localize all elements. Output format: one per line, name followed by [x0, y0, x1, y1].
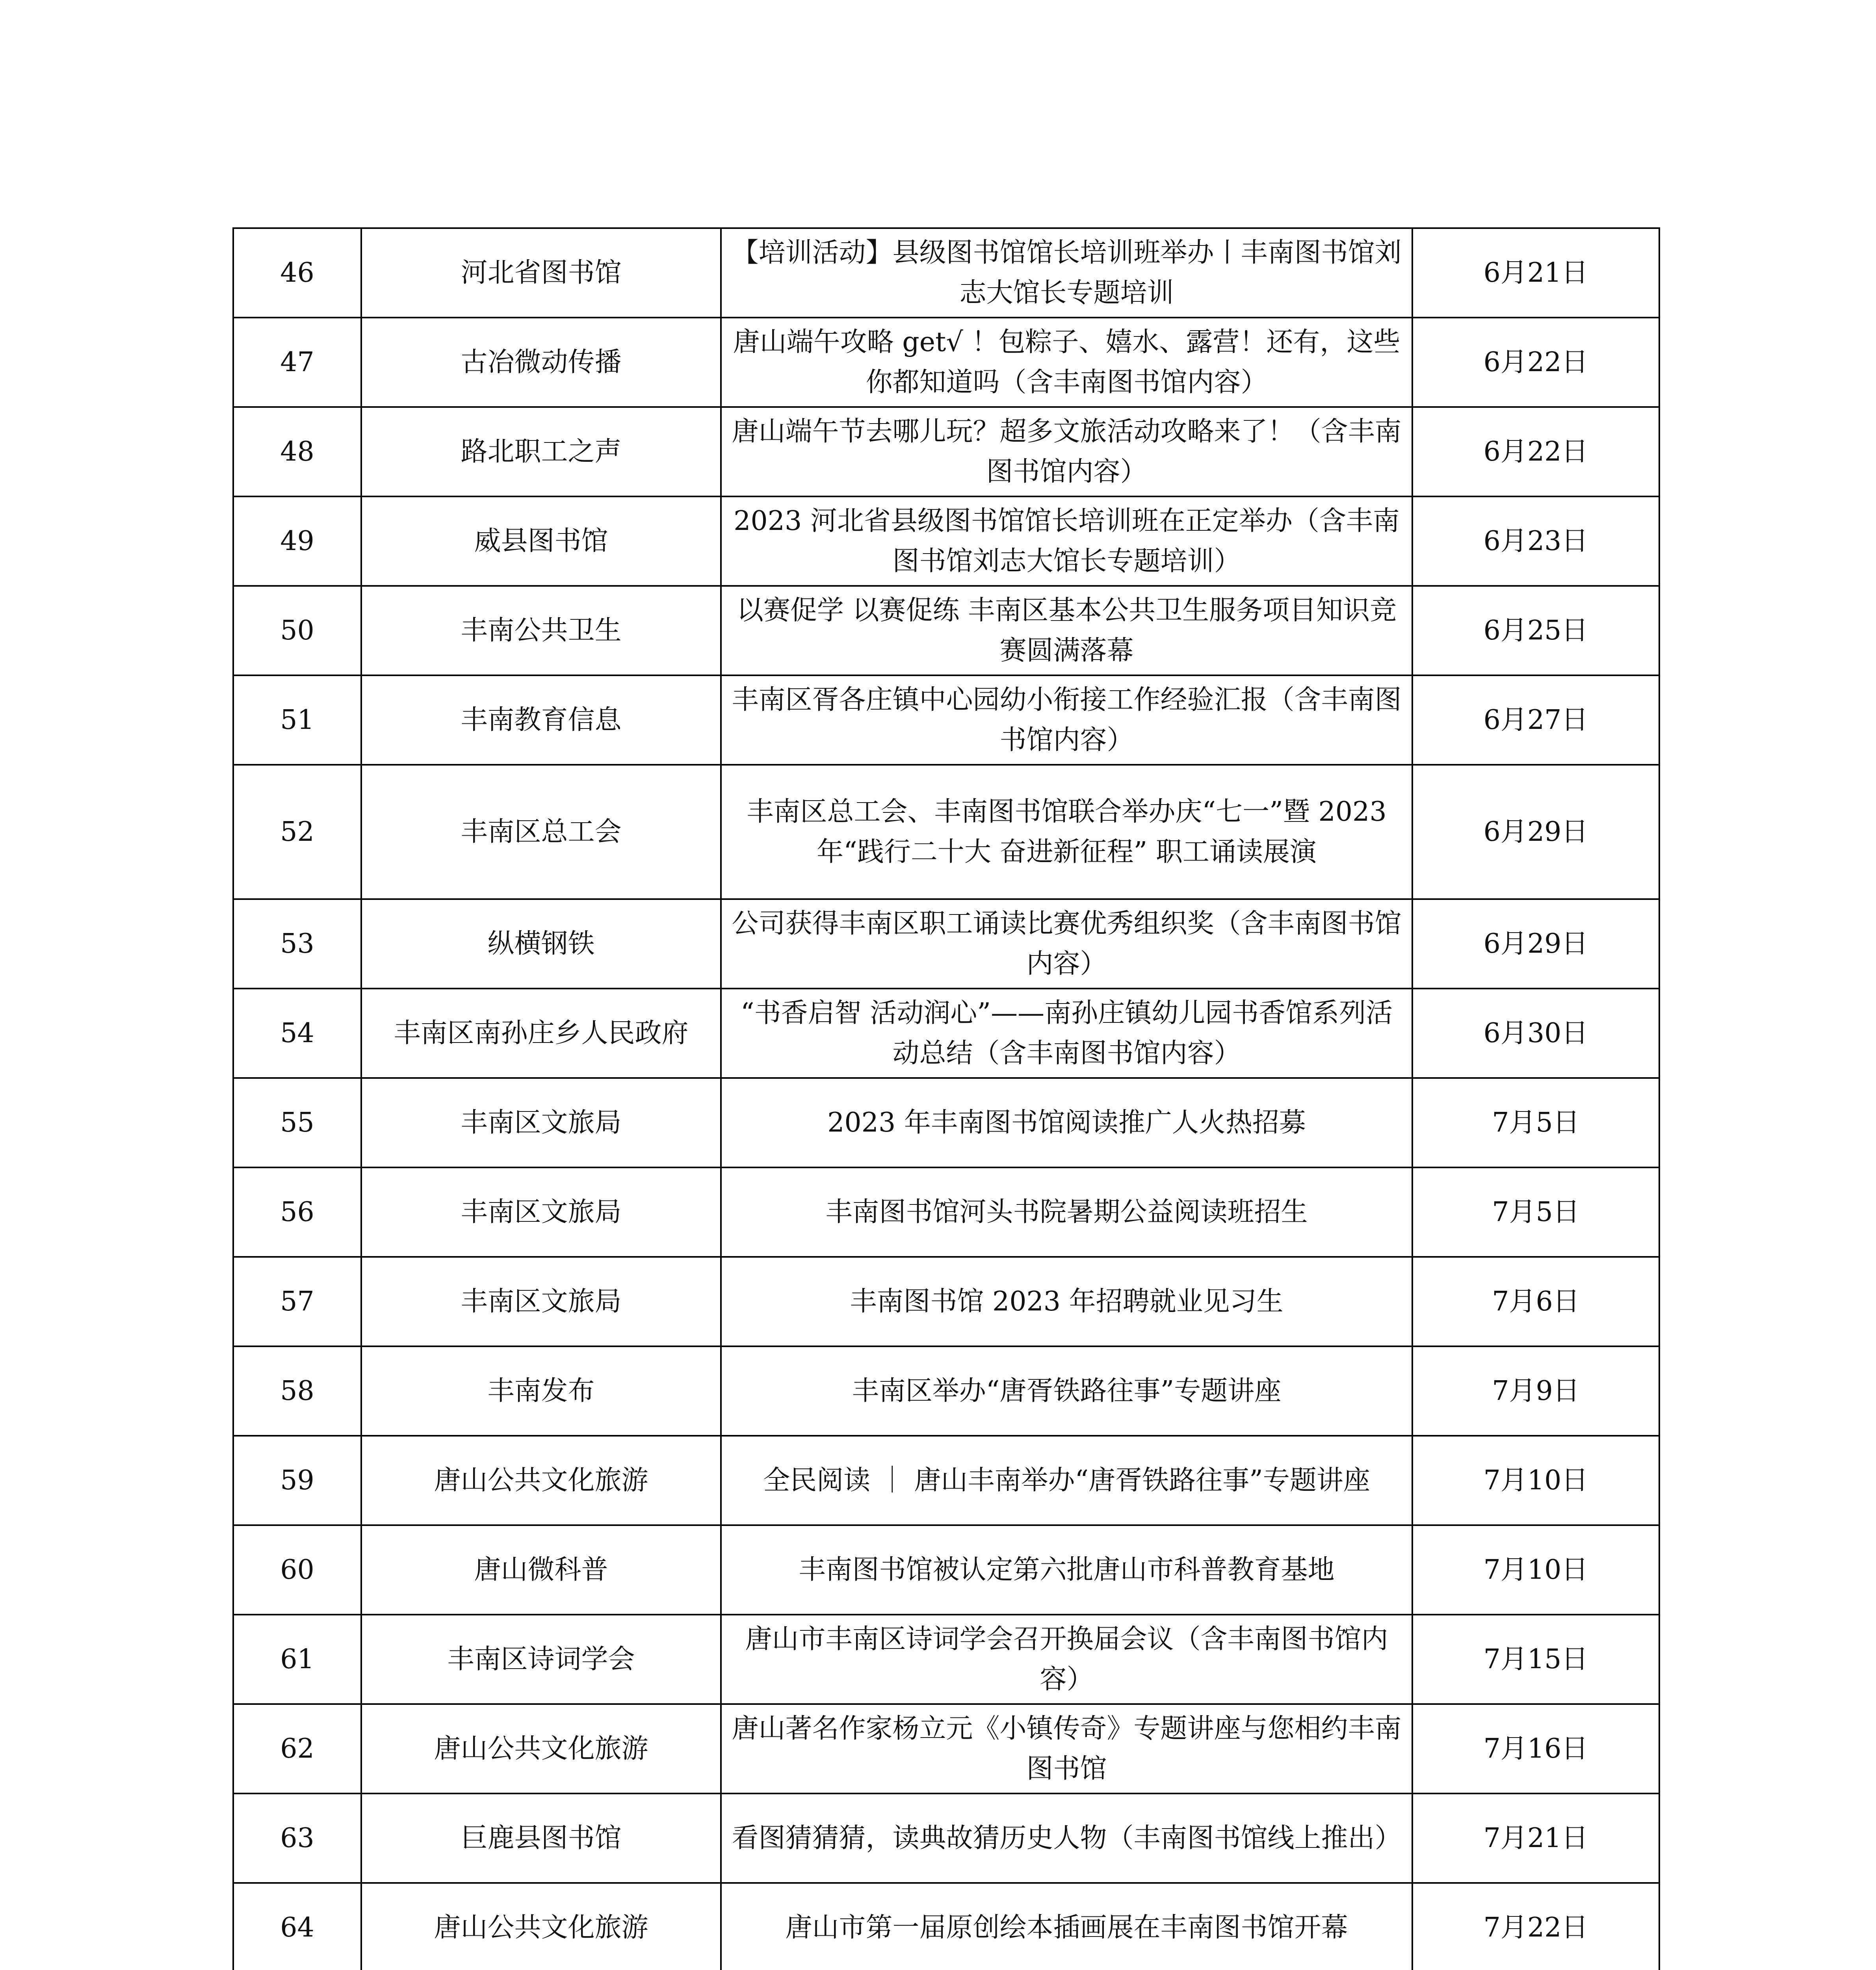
table-row	[233, 407, 1659, 496]
row-source: 唐山公共文化旅游	[361, 1436, 721, 1525]
row-number: 51	[233, 675, 361, 765]
row-source: 路北职工之声	[361, 407, 721, 496]
table-row	[233, 1525, 1659, 1615]
row-number: 64	[233, 1883, 361, 1970]
row-number: 58	[233, 1346, 361, 1436]
row-date: 7月5日	[1412, 1078, 1659, 1167]
table-row	[233, 1257, 1659, 1346]
row-number: 62	[233, 1704, 361, 1793]
table-row	[233, 1883, 1659, 1970]
row-number: 59	[233, 1436, 361, 1525]
row-number: 55	[233, 1078, 361, 1167]
row-number: 48	[233, 407, 361, 496]
row-number: 49	[233, 496, 361, 586]
row-number: 54	[233, 989, 361, 1078]
row-title: 全民阅读 ｜ 唐山丰南举办“唐胥铁路往事”专题讲座	[721, 1436, 1412, 1525]
row-number: 63	[233, 1793, 361, 1883]
row-date: 7月16日	[1412, 1704, 1659, 1793]
row-title: 丰南图书馆河头书院暑期公益阅读班招生	[721, 1167, 1412, 1257]
row-source: 丰南区诗词学会	[361, 1615, 721, 1704]
row-date: 7月15日	[1412, 1615, 1659, 1704]
row-title: 丰南区胥各庄镇中心园幼小衔接工作经验汇报（含丰南图书馆内容）	[721, 675, 1412, 765]
row-source: 唐山公共文化旅游	[361, 1704, 721, 1793]
row-title: 【培训活动】县级图书馆馆长培训班举办丨丰南图书馆刘志大馆长专题培训	[721, 228, 1412, 318]
row-date: 6月22日	[1412, 407, 1659, 496]
row-date: 6月23日	[1412, 496, 1659, 586]
table-row	[233, 228, 1659, 318]
row-number: 46	[233, 228, 361, 318]
row-date: 6月27日	[1412, 675, 1659, 765]
row-date: 7月9日	[1412, 1346, 1659, 1436]
row-title: 2023 河北省县级图书馆馆长培训班在正定举办（含丰南图书馆刘志大馆长专题培训）	[721, 496, 1412, 586]
row-date: 7月21日	[1412, 1793, 1659, 1883]
row-title: 唐山著名作家杨立元《小镇传奇》专题讲座与您相约丰南图书馆	[721, 1704, 1412, 1793]
table-row	[233, 989, 1659, 1078]
row-source: 古冶微动传播	[361, 318, 721, 407]
row-title: 看图猜猜猜，读典故猜历史人物（丰南图书馆线上推出）	[721, 1793, 1412, 1883]
row-title: “书香启智 活动润心”——南孙庄镇幼儿园书香馆系列活动总结（含丰南图书馆内容）	[721, 989, 1412, 1078]
row-date: 7月6日	[1412, 1257, 1659, 1346]
table-row	[233, 765, 1659, 899]
row-title: 唐山端午攻略 get√ ！包粽子、嬉水、露营！还有，这些你都知道吗（含丰南图书馆内容）	[721, 318, 1412, 407]
table-row	[233, 1704, 1659, 1793]
row-source: 纵横钢铁	[361, 899, 721, 989]
news-coverage-table	[232, 227, 1660, 1970]
row-source: 丰南区南孙庄乡人民政府	[361, 989, 721, 1078]
row-source: 丰南发布	[361, 1346, 721, 1436]
row-date: 6月30日	[1412, 989, 1659, 1078]
row-date: 7月10日	[1412, 1525, 1659, 1615]
table-row	[233, 899, 1659, 989]
table-row	[233, 1078, 1659, 1167]
row-number: 61	[233, 1615, 361, 1704]
row-date: 6月29日	[1412, 899, 1659, 989]
table-row	[233, 1436, 1659, 1525]
row-source: 唐山公共文化旅游	[361, 1883, 721, 1970]
row-title: 唐山市第一届原创绘本插画展在丰南图书馆开幕	[721, 1883, 1412, 1970]
row-date: 6月29日	[1412, 765, 1659, 899]
row-number: 56	[233, 1167, 361, 1257]
row-title: 丰南图书馆 2023 年招聘就业见习生	[721, 1257, 1412, 1346]
table-row	[233, 1793, 1659, 1883]
table-row	[233, 675, 1659, 765]
row-number: 52	[233, 765, 361, 899]
row-title: 公司获得丰南区职工诵读比赛优秀组织奖（含丰南图书馆内容）	[721, 899, 1412, 989]
row-number: 60	[233, 1525, 361, 1615]
table-row	[233, 1346, 1659, 1436]
row-source: 威县图书馆	[361, 496, 721, 586]
row-source: 丰南区文旅局	[361, 1167, 721, 1257]
table-row	[233, 586, 1659, 675]
row-title: 唐山市丰南区诗词学会召开换届会议（含丰南图书馆内容）	[721, 1615, 1412, 1704]
row-date: 7月22日	[1412, 1883, 1659, 1970]
row-title: 2023 年丰南图书馆阅读推广人火热招募	[721, 1078, 1412, 1167]
table-row	[233, 496, 1659, 586]
row-title: 丰南图书馆被认定第六批唐山市科普教育基地	[721, 1525, 1412, 1615]
row-title: 丰南区举办“唐胥铁路往事”专题讲座	[721, 1346, 1412, 1436]
row-date: 6月21日	[1412, 228, 1659, 318]
table-row	[233, 318, 1659, 407]
row-source: 丰南教育信息	[361, 675, 721, 765]
row-title: 唐山端午节去哪儿玩？超多文旅活动攻略来了！（含丰南图书馆内容）	[721, 407, 1412, 496]
row-title: 以赛促学 以赛促练 丰南区基本公共卫生服务项目知识竞赛圆满落幕	[721, 586, 1412, 675]
table-row	[233, 1615, 1659, 1704]
row-date: 6月22日	[1412, 318, 1659, 407]
row-number: 50	[233, 586, 361, 675]
row-source: 丰南公共卫生	[361, 586, 721, 675]
row-number: 47	[233, 318, 361, 407]
row-source: 巨鹿县图书馆	[361, 1793, 721, 1883]
row-date: 7月10日	[1412, 1436, 1659, 1525]
row-number: 53	[233, 899, 361, 989]
row-date: 7月5日	[1412, 1167, 1659, 1257]
row-source: 丰南区文旅局	[361, 1257, 721, 1346]
row-source: 河北省图书馆	[361, 228, 721, 318]
row-source: 丰南区总工会	[361, 765, 721, 899]
row-date: 6月25日	[1412, 586, 1659, 675]
table-row	[233, 1167, 1659, 1257]
row-number: 57	[233, 1257, 361, 1346]
row-source: 丰南区文旅局	[361, 1078, 721, 1167]
row-title: 丰南区总工会、丰南图书馆联合举办庆“七一”暨 2023 年“践行二十大 奋进新征程” 职工诵读展演	[721, 765, 1412, 899]
row-source: 唐山微科普	[361, 1525, 721, 1615]
